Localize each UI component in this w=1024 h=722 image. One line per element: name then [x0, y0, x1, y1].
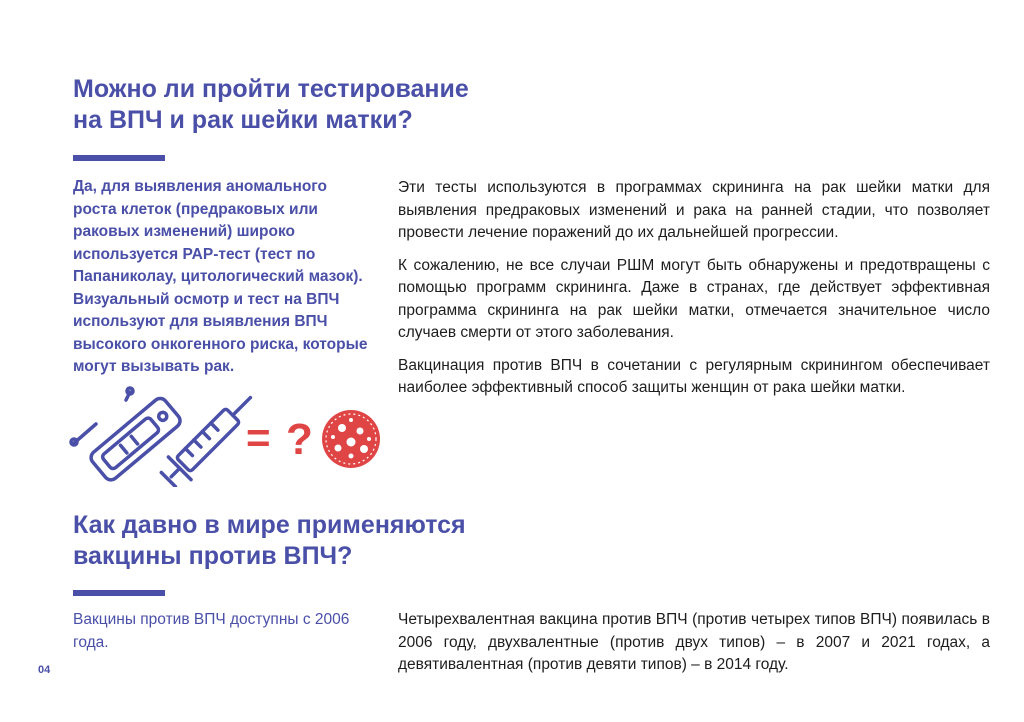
- section1-paragraph-2: К сожалению, не все случаи РШМ могут быть обнаружены и предотвращены с помощью программ скрининга. Даже в странах, где действует эффективная программа скрининга на рак шейки матки, отмечается значительное число случаев смерти от этого заболевания.: [398, 256, 990, 341]
- section2-lead: Вакцины против ВПЧ доступны с 2006 года.: [73, 611, 350, 651]
- section2-paragraph-1: Четырехвалентная вакцина против ВПЧ (против четырех типов ВПЧ) появилась в 2006 году, двухвалентные (против двух типов) – в 2007 и 2021 годах, а девятивалентная (против девяти типов) – в 2014 году.: [398, 611, 990, 673]
- section2-body: [398, 609, 990, 687]
- page-number: 04: [38, 664, 51, 676]
- equals-sign: =: [246, 414, 271, 461]
- question-mark: ?: [286, 415, 313, 464]
- section1-paragraph-1: Эти тесты используются в программах скрининга на рак шейки матки для выявления предраковых изменений и рака на ранней стадии, что позволяет провести лечение поражений до их дальнейшей прогрессии.: [398, 179, 990, 241]
- section2-rule: [73, 590, 165, 596]
- cell-icon: [322, 410, 380, 468]
- section1-paragraph-3: Вакцинация против ВПЧ в сочетании с регулярным скринингом обеспечивает наиболее эффективный способ защиты женщин от рака шейки матки.: [398, 356, 990, 396]
- section1-heading-line1: Можно ли пройти тестирование: [73, 75, 469, 103]
- testing-illustration: [68, 382, 388, 487]
- section2-heading-line1: Как давно в мире применяются: [73, 511, 466, 539]
- section2-heading-line2: вакцины против ВПЧ?: [73, 542, 353, 570]
- section1-heading-line2: на ВПЧ и рак шейки матки?: [73, 106, 413, 134]
- section1-rule: [73, 155, 165, 161]
- section2-heading: [73, 510, 466, 572]
- section1-heading: [73, 74, 469, 136]
- section1-lead: Да, для выявления аномального роста клеток (предраковых или раковых изменений) широко используется PAP-тест (тест по Папаниколау, цитологический мазок). Визуальный осмотр и тест на ВПЧ используют для выявления ВПЧ высокого онкогенного риска, которые могут вызывать рак.: [73, 178, 368, 375]
- section1-body: [398, 177, 990, 410]
- test-cassette-icon: [71, 388, 183, 483]
